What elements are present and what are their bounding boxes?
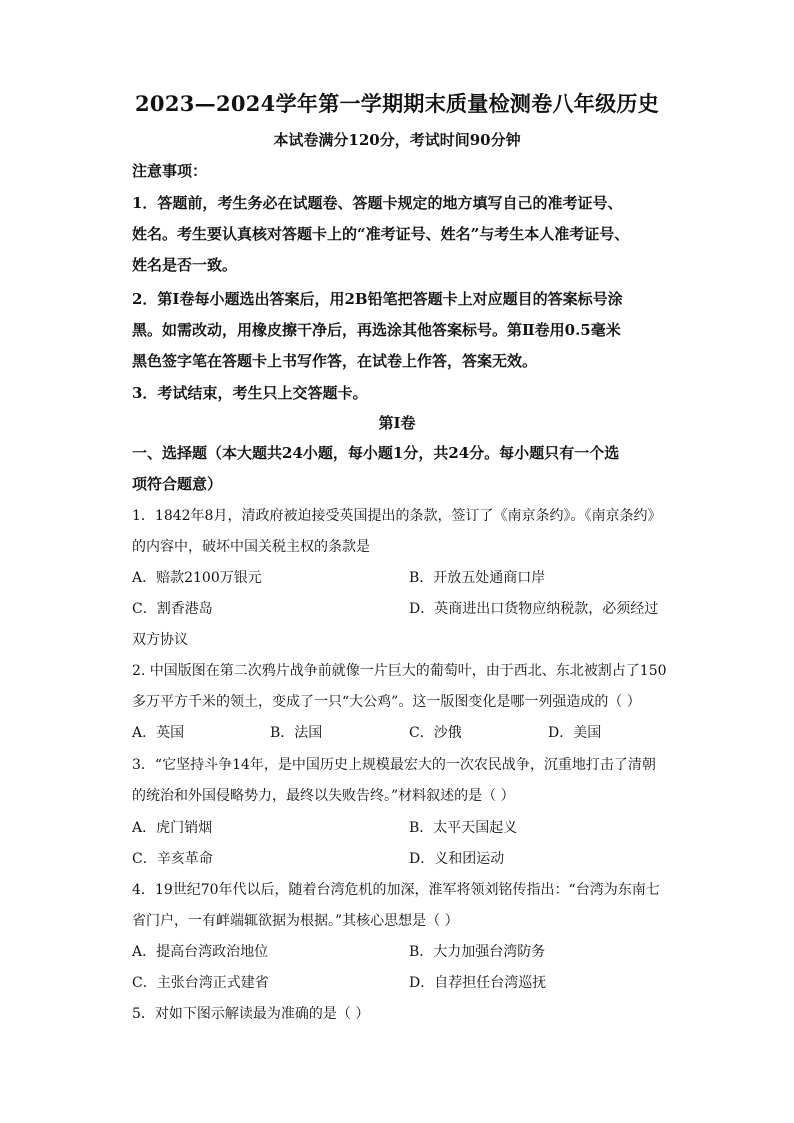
question-2-option-c: C．沙俄 [409, 725, 462, 741]
question-3-option-d: D．义和团运动 [409, 851, 505, 867]
question-3-option-b: B．太平天国起义 [409, 820, 518, 836]
question-1-option-c: C．割香港岛 [132, 601, 213, 617]
section-heading: 项符合题意） [132, 475, 223, 493]
question-4-option-c: C．主张台湾正式建省 [132, 975, 269, 991]
page-title: 2023—2024学年第一学期期末质量检测卷八年级历史 [135, 91, 659, 116]
question-1-option-d: D．英商进出口货物应纳税款，必须经过 [409, 601, 659, 617]
section-heading: 一、选择题（本大题共24小题，每小题1分，共24分。每小题只有一个选 [132, 444, 620, 462]
question-2-stem: 多万平方千米的领土，变成了一只“大公鸡”。这一版图变化是哪一列强造成的（ ） [132, 694, 641, 710]
notice-line: 黑。如需改动，用橡皮擦干净后，再选涂其他答案标号。第Ⅱ卷用0.5毫米 [132, 321, 621, 339]
notice-line: 2．第Ⅰ卷每小题选出答案后，用2B铅笔把答题卡上对应题目的答案标号涂 [132, 290, 623, 308]
part1-title: 第Ⅰ卷 [378, 414, 416, 432]
question-1-option-d-cont: 双方协议 [132, 632, 188, 648]
question-4-stem: 4．19世纪70年代以后，随着台湾危机的加深，淮军将领刘铭传指出：“台湾为东南七 [132, 882, 660, 898]
notice-heading: 注意事项： [132, 162, 208, 180]
question-5-stem: 5．对如下图示解读最为准确的是（ ） [132, 1006, 370, 1022]
question-2-stem: 2. 中国版图在第二次鸦片战争前就像一片巨大的葡萄叶，由于西北、东北被割占了150 [132, 663, 667, 679]
question-4-option-b: B．大力加强台湾防务 [409, 944, 546, 960]
notice-line: 姓名。考生要认真核对答题卡上的“准考证号、姓名”与考生本人准考证号、 [132, 225, 630, 243]
notice-line: 黑色签字笔在答题卡上书写作答，在试卷上作答，答案无效。 [132, 352, 538, 370]
question-2-option-b: B．法国 [270, 725, 323, 741]
question-3-stem: 3．“它坚持斗争14年，是中国历史上规模最宏大的一次农民战争，沉重地打击了清朝 [132, 757, 656, 773]
question-4-option-d: D．自荐担任台湾巡抚 [409, 975, 547, 991]
question-1-option-b: B．开放五处通商口岸 [409, 570, 546, 586]
exam-info: 本试卷满分120分，考试时间90分钟 [273, 131, 521, 149]
question-3-option-c: C．辛亥革命 [132, 851, 213, 867]
question-4-option-a: A．提高台湾政治地位 [132, 944, 269, 960]
question-2-option-a: A．英国 [132, 725, 185, 741]
notice-line: 1．答题前，考生务必在试题卷、答题卡规定的地方填写自己的准考证号、 [132, 194, 623, 212]
question-1-stem: 1．1842年8月，清政府被迫接受英国提出的条款，签订了《南京条约》。《南京条约》 [132, 508, 662, 524]
question-2-option-d: D．美国 [548, 725, 602, 741]
notice-line: 姓名是否一致。 [132, 256, 238, 274]
question-3-option-a: A．虎门销烟 [132, 820, 213, 836]
notice-line: 3．考试结束，考生只上交答题卡。 [132, 384, 368, 402]
question-4-stem: 省门户，一有衅端辄欲据为根据。”其核心思想是（ ） [132, 913, 459, 929]
question-3-stem: 的统治和外国侵略势力，最终以失败告终。”材料叙述的是（ ） [132, 788, 515, 804]
question-1-stem: 的内容中，破坏中国关税主权的条款是 [132, 539, 370, 555]
question-1-option-a: A．赔款2100万银元 [132, 570, 262, 586]
